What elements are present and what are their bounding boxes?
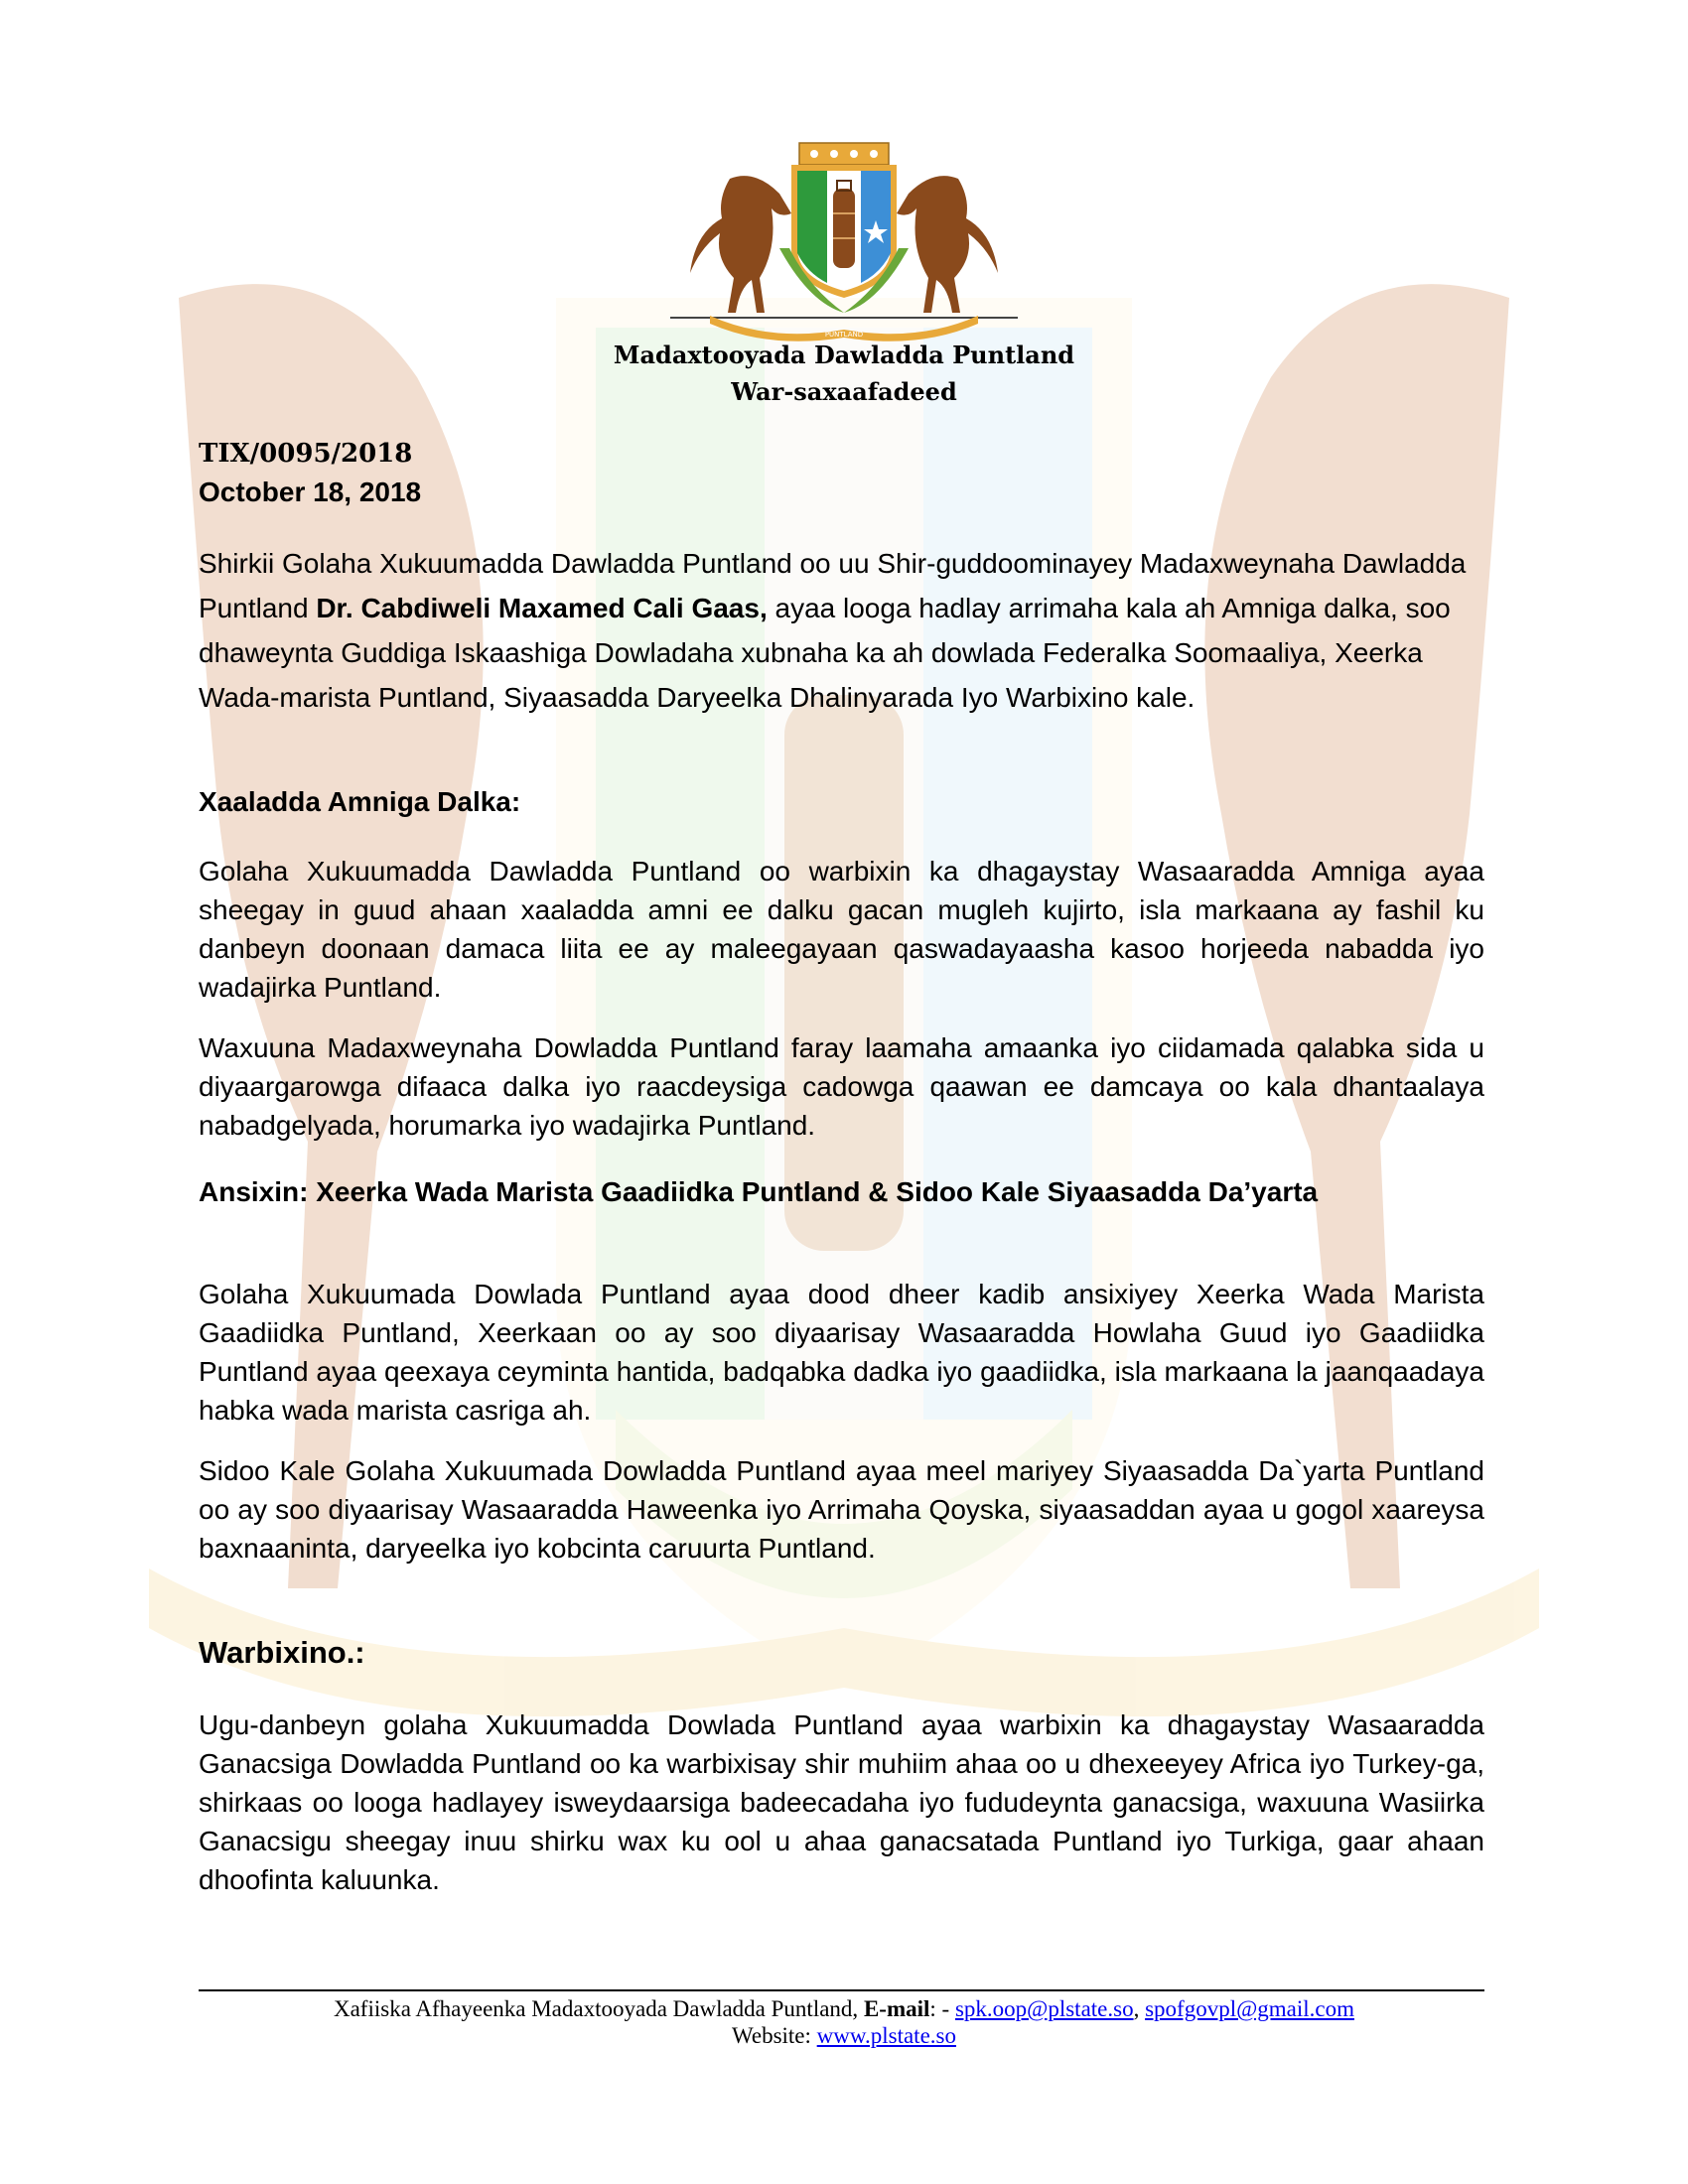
section-heading: Ansixin: Xeerka Wada Marista Gaadiidka Puntland & Sidoo Kale Siyaasadda Da’yarta bbox=[199, 1176, 1319, 1207]
footer-website bbox=[0, 2023, 1688, 2049]
section-paragraph: Sidoo Kale Golaha Xukuumada Dowladda Puntland ayaa meel mariyey Siyaasadda Da`yarta Puntland oo ay soo diyaarisay Wasaaradda Haweenka iyo Arrimaha Qoyska, siyaasaddan ayaa u gogol xaareysa baxnaaninta, daryeelka iyo kobcinta caruurta Puntland. bbox=[199, 1455, 1484, 1564]
logo-ribbon-text: PUNTLAND bbox=[824, 331, 864, 339]
section-paragraph: Ugu-danbeyn golaha Xukuumadda Dowlada Puntland ayaa warbixin ka dhagaystay Wasaaradda Ganacsiga Dowladda Puntland oo ka warbixisay shir muhiim ahaa oo u dhexeeyey Africa iyo Turkey-ga, shirkaas oo looga hadlayey isweydaarsiga badeecadaha iyo fududeynta ganacsiga, waxuuna Wasiirka Ganacsigu sheegay inuu shirku wax ku ool u ahaa ganacsatada Puntland iyo Turkiga, gaar ahaan dhoofinta kaluunka. bbox=[199, 1709, 1484, 1895]
section-heading: Xaaladda Amniga Dalka: bbox=[199, 786, 521, 817]
section-paragraph: Golaha Xukuumadda Dawladda Puntland oo warbixin ka dhagaystay Wasaaradda Amniga ayaa sheegay in guud ahaan xaaladda amni ee dalku gacan mugleh kujirto, isla markaana ay fashil ku danbeyn doonaan damaca liita ee ay maleegayaan qaswadayaasha kasoo horjeeda nabadda iyo wadajirka Puntland. bbox=[199, 856, 1484, 1003]
president-name: Dr. Cabdiweli Maxamed Cali Gaas, bbox=[316, 593, 768, 623]
footer-office: Xafiiska Afhayeenka Madaxtooyada Dawladda Puntland, bbox=[333, 1996, 864, 2021]
section-paragraph: Waxuuna Madaxweynaha Dowladda Puntland faray laamaha amaanka iyo ciidamada qalabka sida u diyaargarowga difaaca dalka iyo raacdeysiga cadowga qaawan ee damcaya oo kala dhantaalaya nabadgelyada, horumarka iyo wadajirka Puntland. bbox=[199, 1032, 1484, 1141]
intro-text: Shirkii Golaha Xukuumadda Dawladda Puntland oo uu Shir-guddoominayey Madaxweynaha Dawladda Puntland bbox=[199, 548, 1467, 623]
reference-number: TIX/0095/2018 bbox=[199, 439, 413, 469]
website-label: Website: bbox=[732, 2023, 817, 2048]
footer-divider bbox=[199, 1989, 1484, 1991]
intro-paragraph bbox=[199, 541, 1509, 720]
document-date: October 18, 2018 bbox=[199, 477, 422, 507]
intro-text-continued: ayaa looga hadlay arrimaha kala ah Amniga dalka, soo dhaweynta Guddiga Iskaashiga Dowladaha xubnaha ka ah dowlada Federalka Soomaaliya, Xeerka Wada-marista Puntland, Siyaasadda Daryeelka Dhalinyarada Iyo Warbixino kale. bbox=[199, 593, 1451, 713]
document-type: War-saxaafadeed bbox=[731, 377, 957, 406]
email-comma: , bbox=[1133, 1996, 1146, 2021]
website-link[interactable]: www.plstate.so bbox=[816, 2023, 956, 2048]
section-heading: Warbixino.: bbox=[199, 1635, 365, 1670]
office-title: Madaxtooyada Dawladda Puntland bbox=[613, 341, 1075, 369]
footer-contact bbox=[0, 1996, 1688, 2022]
email-separator: : - bbox=[929, 1996, 955, 2021]
email-label: E-mail bbox=[863, 1996, 930, 2021]
email-link-primary[interactable]: spk.oop@plstate.so bbox=[954, 1996, 1134, 2021]
email-link-secondary[interactable]: spofgovpl@gmail.com bbox=[1145, 1996, 1354, 2021]
section-paragraph: Golaha Xukuumada Dowlada Puntland ayaa dood dheer kadib ansixiyey Xeerka Wada Marista Gaadiidka Puntland, Xeerkaan oo ay soo diyaarisay Wasaaradda Howlaha Guud iyo Gaadiidka Puntland ayaa qeexaya ceyminta hantida, badqabka dadka iyo gaadiidka, isla markaana la jaanqaadaya habka wada marista casriga ah. bbox=[199, 1279, 1484, 1426]
puntland-coat-of-arms-logo bbox=[660, 139, 1028, 347]
